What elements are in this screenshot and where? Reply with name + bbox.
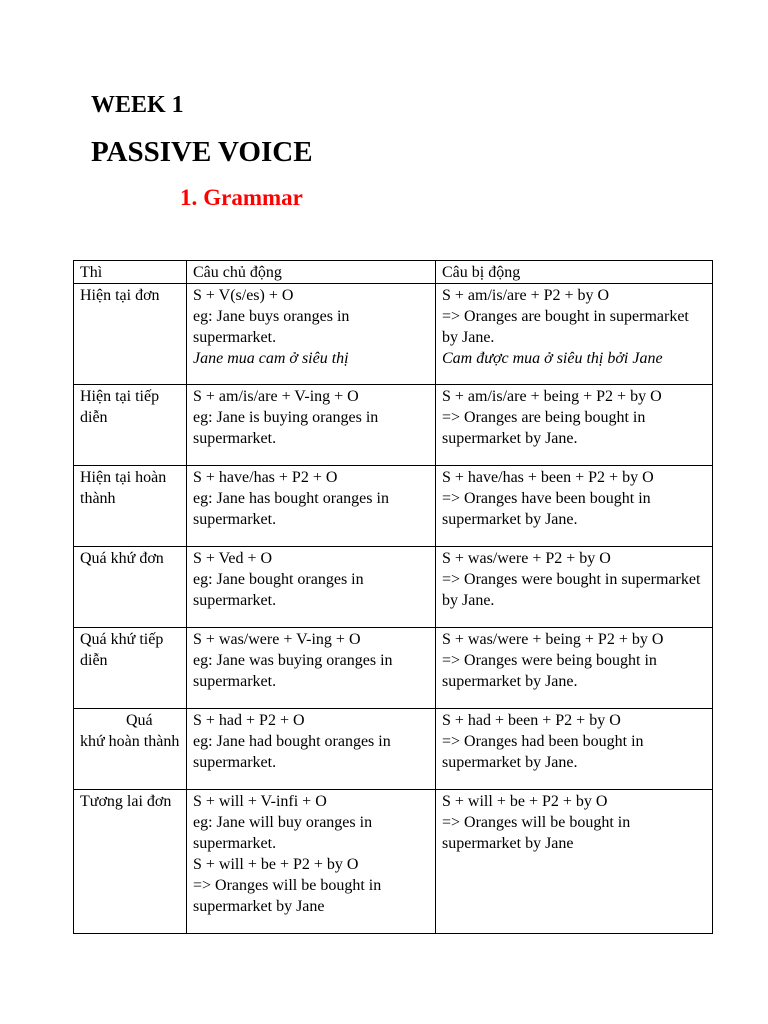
active-passive-formula: S + will + be + P2 + by O	[193, 856, 359, 873]
active-formula: S + had + P2 + O	[193, 712, 305, 729]
passive-cell	[436, 466, 713, 547]
active-formula: S + have/has + P2 + O	[193, 469, 338, 486]
tense-cell	[74, 547, 187, 628]
active-formula: S + V(s/es) + O	[193, 287, 294, 304]
active-cell	[187, 628, 436, 709]
tense-cell	[74, 709, 187, 790]
active-example: eg: Jane has bought oranges in supermarket.	[193, 490, 389, 528]
active-translation: Jane mua cam ở siêu thị	[193, 350, 349, 367]
section-label: Grammar	[203, 185, 303, 210]
table-row	[74, 628, 713, 709]
active-cell	[187, 709, 436, 790]
tense-cell	[74, 628, 187, 709]
table-row	[74, 790, 713, 934]
passive-example: => Oranges have been bought in supermarket by Jane.	[442, 490, 651, 528]
header-active: Câu chủ động	[187, 261, 436, 284]
active-example: eg: Jane was buying oranges in supermarket.	[193, 652, 393, 690]
table-row	[74, 466, 713, 547]
header-passive: Câu bị động	[436, 261, 713, 284]
tense-name: Hiện tại đơn	[80, 287, 160, 304]
grammar-table	[73, 260, 713, 934]
passive-formula: S + was/were + P2 + by O	[442, 550, 611, 567]
active-example: eg: Jane is buying oranges in supermarket.	[193, 409, 379, 447]
active-example: eg: Jane had bought oranges in supermarket.	[193, 733, 391, 771]
week-heading: WEEK 1	[91, 92, 184, 118]
active-cell	[187, 385, 436, 466]
passive-formula: S + had + been + P2 + by O	[442, 712, 621, 729]
passive-example: => Oranges were bought in supermarket by Jane.	[442, 571, 701, 609]
passive-cell	[436, 385, 713, 466]
active-example: eg: Jane will buy oranges in supermarket.	[193, 814, 373, 852]
table-row	[74, 284, 713, 385]
passive-example: => Oranges are bought in supermarket by Jane.	[442, 308, 689, 346]
passive-formula: S + will + be + P2 + by O	[442, 793, 608, 810]
passive-cell	[436, 284, 713, 385]
active-formula: S + am/is/are + V-ing + O	[193, 388, 359, 405]
table-header-row	[74, 261, 713, 284]
active-cell	[187, 466, 436, 547]
header-tense: Thì	[74, 261, 187, 284]
tense-name: Hiện tại tiếp diễn	[80, 388, 160, 426]
tense-cell	[74, 385, 187, 466]
passive-cell	[436, 547, 713, 628]
passive-formula: S + was/were + being + P2 + by O	[442, 631, 664, 648]
active-example: eg: Jane buys oranges in supermarket.	[193, 308, 350, 346]
active-formula: S + was/were + V-ing + O	[193, 631, 361, 648]
tense-name: Quá khứ tiếp diễn	[80, 631, 164, 669]
tense-cell	[74, 466, 187, 547]
tense-name-cont: khứ hoàn thành	[80, 733, 180, 750]
passive-cell	[436, 709, 713, 790]
passive-cell	[436, 790, 713, 934]
passive-example: => Oranges were being bought in supermarket by Jane.	[442, 652, 657, 690]
passive-cell	[436, 628, 713, 709]
active-example: eg: Jane bought oranges in supermarket.	[193, 571, 364, 609]
table-row	[74, 385, 713, 466]
tense-name: Hiện tại hoàn thành	[80, 469, 167, 507]
page-title: PASSIVE VOICE	[91, 136, 313, 168]
tense-name: Quá khứ đơn	[80, 550, 164, 567]
passive-translation: Cam được mua ở siêu thị bởi Jane	[442, 350, 663, 367]
active-cell	[187, 547, 436, 628]
active-cell	[187, 284, 436, 385]
passive-example: => Oranges will be bought in supermarket by Jane	[442, 814, 631, 852]
tense-name: Tương lai đơn	[80, 793, 172, 810]
active-formula: S + Ved + O	[193, 550, 273, 567]
tense-cell	[74, 284, 187, 385]
passive-formula: S + am/is/are + being + P2 + by O	[442, 388, 662, 405]
active-formula: S + will + V-infi + O	[193, 793, 327, 810]
table-row	[74, 709, 713, 790]
section-heading	[180, 185, 303, 211]
tense-cell	[74, 790, 187, 934]
table-row	[74, 547, 713, 628]
passive-example: => Oranges had been bought in supermarket by Jane.	[442, 733, 644, 771]
active-cell	[187, 790, 436, 934]
tense-name: Quá	[126, 712, 153, 729]
active-passive-example: => Oranges will be bought in supermarket by Jane	[193, 877, 382, 915]
section-number: 1.	[180, 185, 198, 210]
passive-formula: S + am/is/are + P2 + by O	[442, 287, 610, 304]
passive-example: => Oranges are being bought in supermarket by Jane.	[442, 409, 646, 447]
passive-formula: S + have/has + been + P2 + by O	[442, 469, 654, 486]
